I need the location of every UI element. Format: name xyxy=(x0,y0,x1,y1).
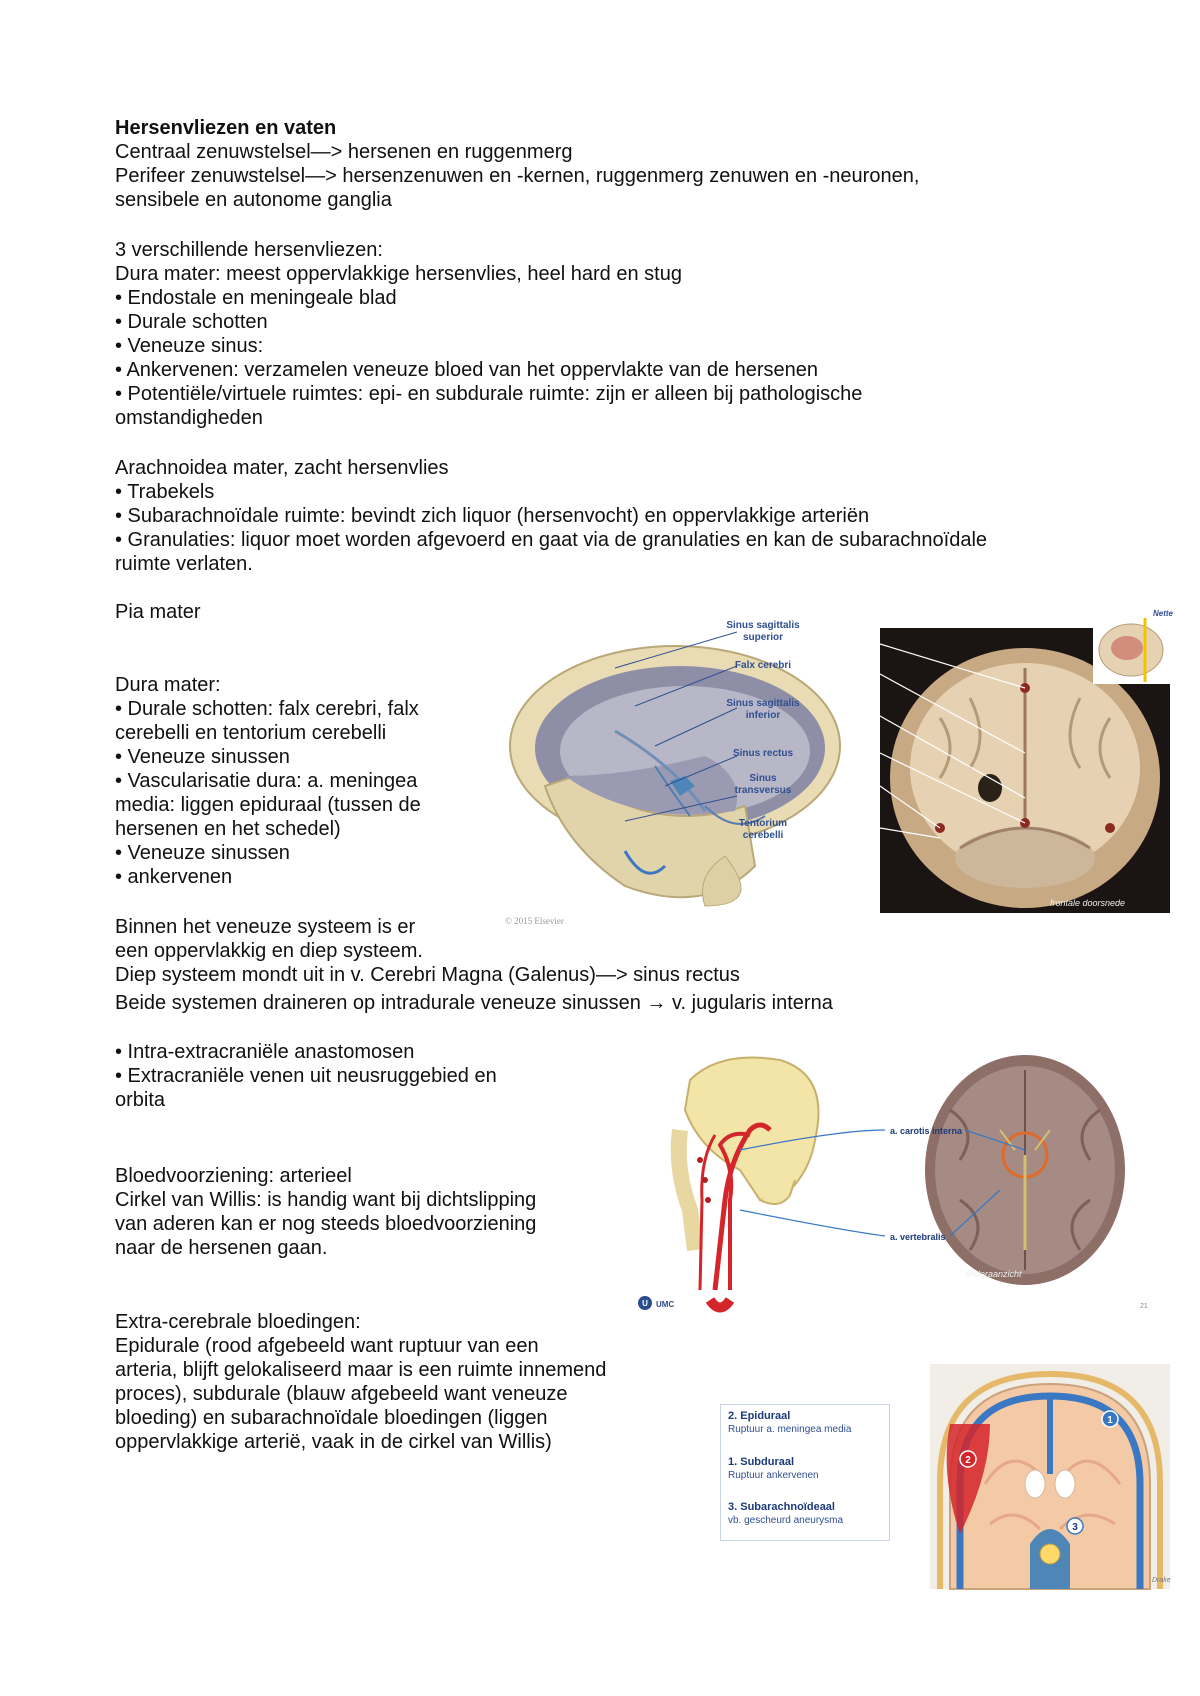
figure-hemorrhages xyxy=(720,1364,1170,1589)
legend-title-epiduraal: 2. Epiduraal xyxy=(728,1410,791,1422)
label-sinus-sagittalis-inferior-2: inferior xyxy=(745,710,781,721)
brain-underside-photo xyxy=(925,1055,1125,1285)
text-line: orbita xyxy=(115,1089,166,1111)
umc-logo xyxy=(638,1296,674,1310)
bullet-item: • Granulaties: liquor moet worden afgevoerd en gaat via de granulaties en kan de subarachnoïdale xyxy=(115,529,988,551)
label-vertebralis: a. vertebralis xyxy=(890,1232,946,1242)
marker-3-label: 3 xyxy=(1072,1522,1078,1533)
text-line: arteria, blijft gelokaliseerd maar is een ruimte innemend xyxy=(115,1359,607,1381)
text-line: omstandigheden xyxy=(115,407,263,429)
photo-caption: onderaanzicht xyxy=(965,1269,1022,1279)
hemorrhage-legend xyxy=(720,1404,890,1541)
label-tentorium-cerebelli: Tentorium xyxy=(738,818,788,829)
label-falx-cerebri: Falx cerebri xyxy=(734,660,792,671)
label-sinus-sagittalis-superior: Sinus sagittalis xyxy=(726,620,800,631)
text-line: Dura mater: meest oppervlakkige hersenvlies, heel hard en stug xyxy=(115,263,682,285)
bullet-item: • Veneuze sinussen xyxy=(115,746,290,768)
text-line: Cirkel van Willis: is handig want bij dichtslipping xyxy=(115,1189,537,1211)
bullet-item: • Endostale en meningeale blad xyxy=(115,287,397,309)
text-line: media: liggen epiduraal (tussen de xyxy=(115,794,421,816)
bullet-item: • Durale schotten: falx cerebri, falx xyxy=(115,698,419,720)
marker-1-label: 1 xyxy=(1107,1415,1113,1426)
label-sinus-transversus-2: transversus xyxy=(734,785,792,796)
inset-label: Nette xyxy=(1153,609,1174,618)
page-number: 21 xyxy=(1140,1303,1148,1310)
text-line: van aderen kan er nog steeds bloedvoorziening xyxy=(115,1213,537,1235)
label-tentorium-cerebelli-2: cerebelli xyxy=(742,830,784,841)
label-sinus-rectus: Sinus rectus xyxy=(732,748,794,759)
text-line: cerebelli en tentorium cerebelli xyxy=(115,722,387,744)
bullet-item: • Trabekels xyxy=(115,481,215,503)
credit-text: Drake xyxy=(1152,1577,1171,1584)
bullet-item: • Vascularisatie dura: a. meningea xyxy=(115,770,418,792)
legend-sub-subarachnoideaal: vb. gescheurd aneurysma xyxy=(728,1515,844,1526)
svg-text:U: U xyxy=(642,1299,648,1308)
document-title: Hersenvliezen en vaten xyxy=(115,117,337,139)
text-line: een oppervlakkig en diep systeem. xyxy=(115,940,423,962)
text-line: Pia mater xyxy=(115,601,201,623)
text-line: naar de hersenen gaan. xyxy=(115,1237,328,1259)
skull-artery-illustration xyxy=(679,1058,819,1308)
legend-title-subarachnoideaal: 3. Subarachnoïdeaal xyxy=(728,1501,835,1513)
figure-blood-supply xyxy=(640,1050,1180,1315)
text-line: oppervlakkige arterië, vaak in de cirkel van Willis) xyxy=(115,1431,552,1453)
label-sinus-sagittalis-superior-2: superior xyxy=(742,632,784,643)
legend-sub-subduraal: Ruptuur ankervenen xyxy=(728,1470,819,1481)
bullet-item: • Intra-extracraniële anastomosen xyxy=(115,1041,415,1063)
text-line: Perifeer zenuwstelsel—> hersenzenuwen en -kernen, ruggenmerg zenuwen en -neuronen, xyxy=(115,165,920,187)
figure-dura-sinuses xyxy=(505,609,1174,936)
bullet-item: • Veneuze sinussen xyxy=(115,842,290,864)
photo-caption: frontale doorsnede xyxy=(1050,898,1126,908)
skull-illustration xyxy=(510,646,840,906)
text-line: ruimte verlaten. xyxy=(115,553,253,575)
label-sinus-transversus: Sinus xyxy=(749,773,777,784)
text-line: Bloedvoorziening: arterieel xyxy=(115,1165,352,1187)
legend-sub-epiduraal: Ruptuur a. meningea media xyxy=(728,1424,852,1435)
text-line: 3 verschillende hersenvliezen: xyxy=(115,239,383,261)
bullet-item: • Durale schotten xyxy=(115,311,268,333)
umc-logo-text: UMC xyxy=(656,1300,675,1309)
bullet-item: • Ankervenen: verzamelen veneuze bloed van het oppervlakte van de hersenen xyxy=(115,359,819,381)
text-line: Binnen het veneuze systeem is er xyxy=(115,916,416,938)
bullet-item: • Subarachnoïdale ruimte: bevindt zich liquor (hersenvocht) en oppervlakkige arteriën xyxy=(115,505,870,527)
legend-title-subduraal: 1. Subduraal xyxy=(728,1456,795,1468)
copyright-text: © 2015 Elsevier xyxy=(505,916,564,926)
coronal-hemorrhage-illustration xyxy=(930,1364,1170,1589)
label-carotis-interna: a. carotis interna xyxy=(890,1126,963,1136)
text-line: hersenen en het schedel) xyxy=(115,818,341,840)
bullet-item: • Potentiële/virtuele ruimtes: epi- en subdurale ruimte: zijn er alleen bij pathologische xyxy=(115,383,863,405)
label-sinus-sagittalis-inferior: Sinus sagittalis xyxy=(726,698,800,709)
text-line: Arachnoidea mater, zacht hersenvlies xyxy=(115,457,449,479)
bullet-item: • ankervenen xyxy=(115,866,233,888)
text-line: sensibele en autonome ganglia xyxy=(115,189,392,211)
inset-sagittal-image xyxy=(1093,606,1174,684)
bullet-item: • Veneuze sinus: xyxy=(115,335,264,357)
bullet-item: • Extracraniële venen uit neusruggebied en xyxy=(115,1065,497,1087)
text-line: Extra-cerebrale bloedingen: xyxy=(115,1311,361,1333)
text-line: bloeding) en subarachnoïdale bloedingen (liggen xyxy=(115,1407,548,1429)
text-line: Centraal zenuwstelsel—> hersenen en ruggenmerg xyxy=(115,141,573,163)
text-line: Diep systeem mondt uit in v. Cerebri Magna (Galenus)—> sinus rectus xyxy=(115,964,740,986)
text-line: Beide systemen draineren op intradurale veneuze sinussen → v. jugularis interna xyxy=(115,992,833,1014)
text-line: Dura mater: xyxy=(115,674,221,696)
text-line: Epidurale (rood afgebeeld want ruptuur van een xyxy=(115,1335,539,1357)
text-line: proces), subdurale (blauw afgebeeld want veneuze xyxy=(115,1383,568,1405)
marker-2-label: 2 xyxy=(965,1455,971,1466)
